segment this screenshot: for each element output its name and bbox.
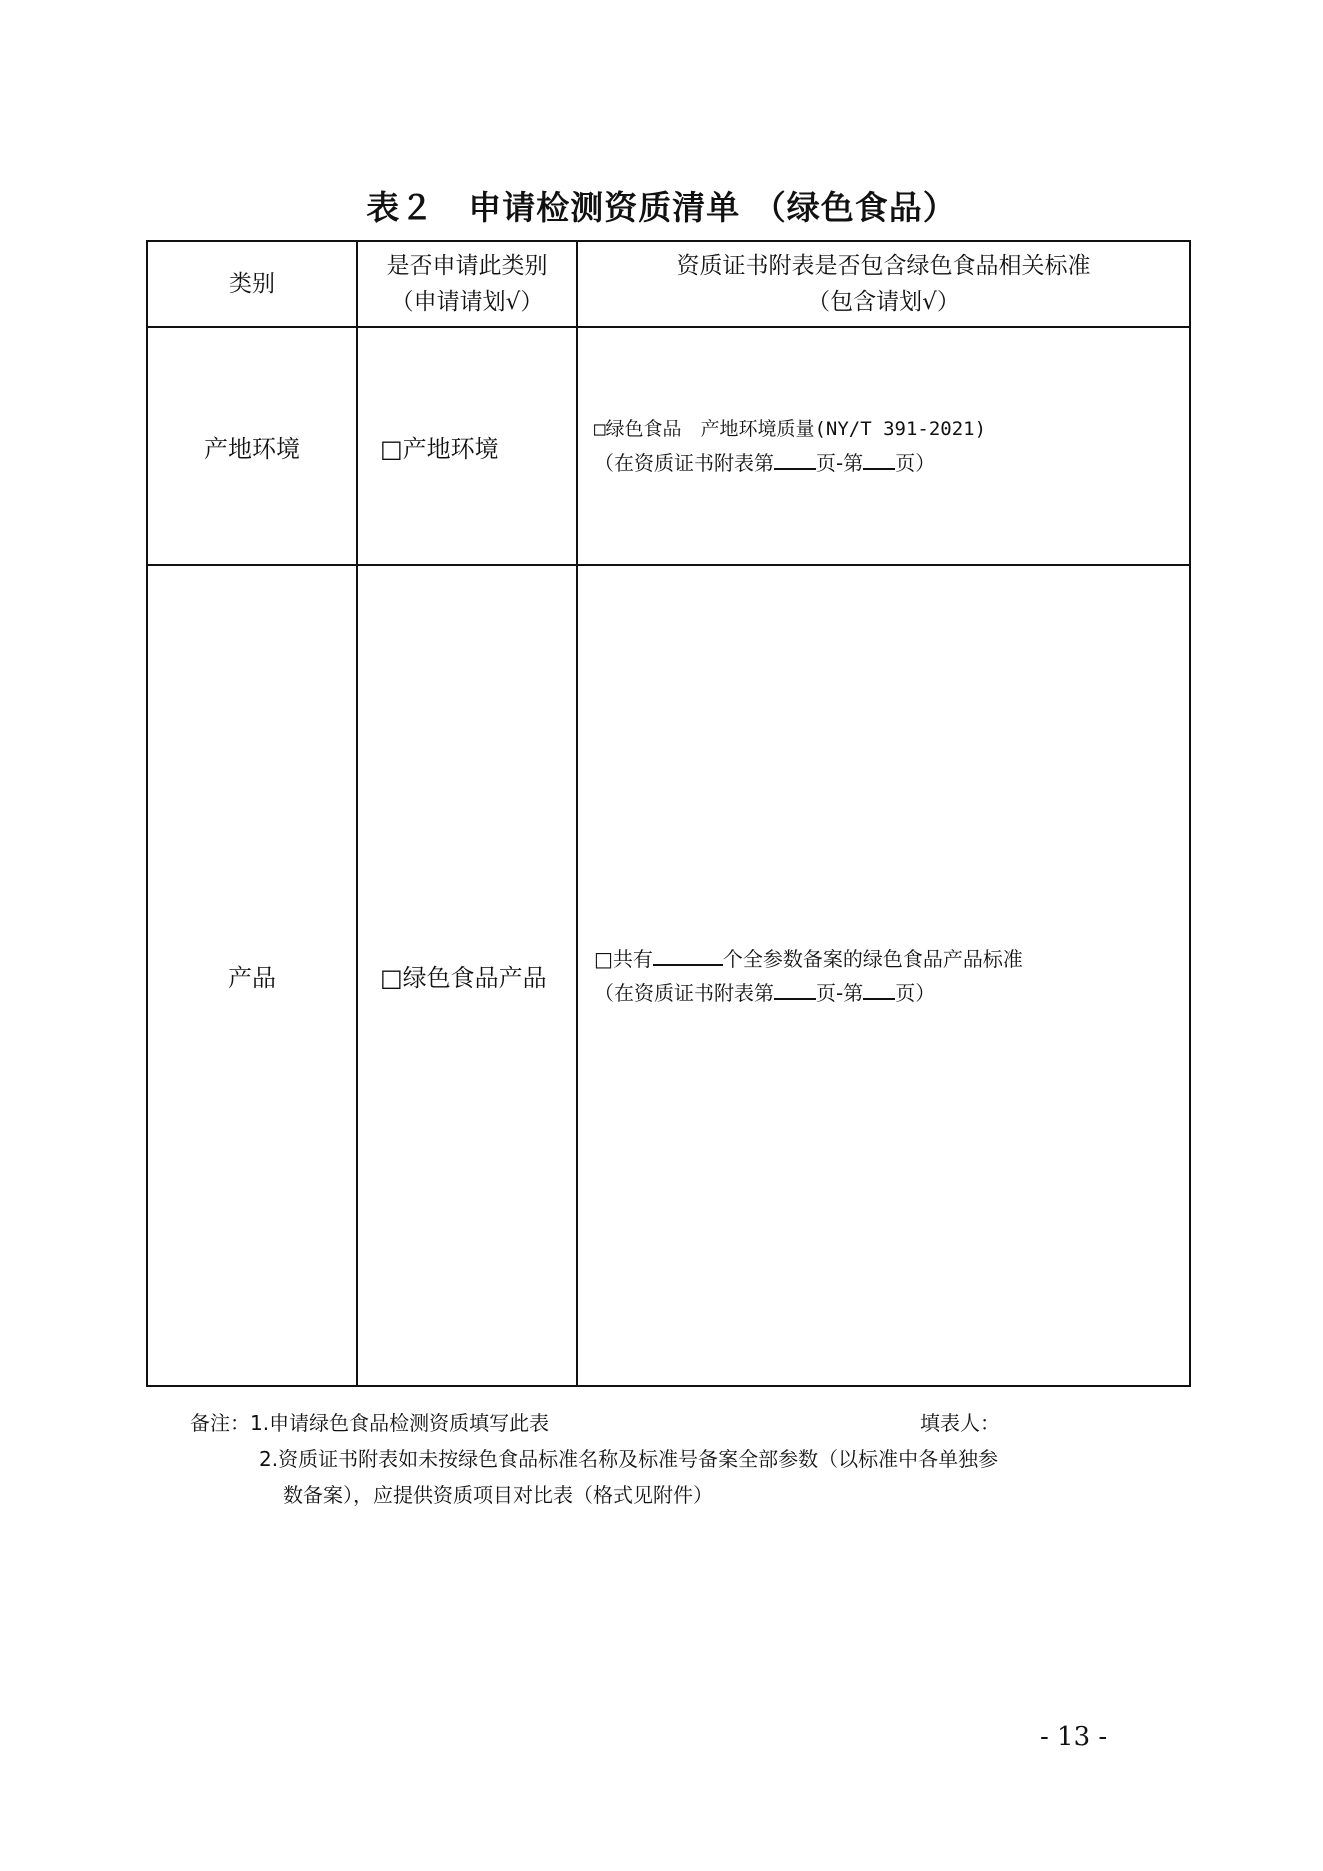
page-from-blank[interactable] (774, 450, 816, 470)
notes-section (190, 1405, 1150, 1513)
header-category: 类别 (147, 241, 357, 327)
standard-checkbox-product[interactable]: □共有 (594, 946, 653, 971)
header-standard (577, 241, 1190, 327)
header-apply-line2: （申请请划√） (390, 289, 544, 315)
notes-label: 备注： (190, 1411, 250, 1435)
page-to-blank[interactable] (863, 980, 895, 1000)
note-item-2-line1: 2.资质证书附表如未按绿色食品标准名称及标准号备案全部参数（以标准中各单独参 (259, 1447, 999, 1471)
header-apply-line1: 是否申请此类别 (386, 253, 548, 279)
page-range-line: （在资质证书附表第 页-第 页） (594, 451, 936, 475)
page-range-line: （在资质证书附表第 页-第 页） (594, 980, 936, 1005)
table-header-row (147, 241, 1190, 327)
filler-label: 填表人： (920, 1411, 1000, 1435)
page-from-blank[interactable] (774, 980, 816, 1000)
page-to-blank[interactable] (863, 450, 895, 470)
table-row-environment (147, 327, 1190, 565)
header-standard-line1: 资质证书附表是否包含绿色食品相关标准 (676, 253, 1091, 279)
table-row-product (147, 565, 1190, 1386)
apply-checkbox-product[interactable]: □绿色食品产品 (357, 565, 577, 1386)
category-cell: 产地环境 (147, 327, 357, 565)
standard-count-blank[interactable] (653, 946, 723, 966)
page-title: 表２ 申请检测资质清单 （绿色食品） (366, 188, 957, 227)
standard-cell-product (577, 565, 1190, 1386)
note-item-1: 1.申请绿色食品检测资质填写此表 (250, 1411, 550, 1435)
apply-checkbox-environment[interactable]: □产地环境 (357, 327, 577, 565)
qualification-table (146, 240, 1191, 1387)
note-item-2-line2: 数备案），应提供资质项目对比表（格式见附件） (283, 1483, 713, 1507)
standard-line1[interactable]: □绿色食品 产地环境质量(NY/T 391-2021) (594, 418, 987, 440)
note-row-1 (190, 1405, 1150, 1441)
category-cell: 产品 (147, 565, 357, 1386)
standard-count-line: □共有 个全参数备案的绿色食品产品标准 (594, 946, 1023, 971)
page-number: - 13 - (1040, 1722, 1108, 1752)
standard-cell-environment (577, 327, 1190, 565)
header-standard-line2: （包含请划√） (807, 289, 960, 315)
header-apply (357, 241, 577, 327)
